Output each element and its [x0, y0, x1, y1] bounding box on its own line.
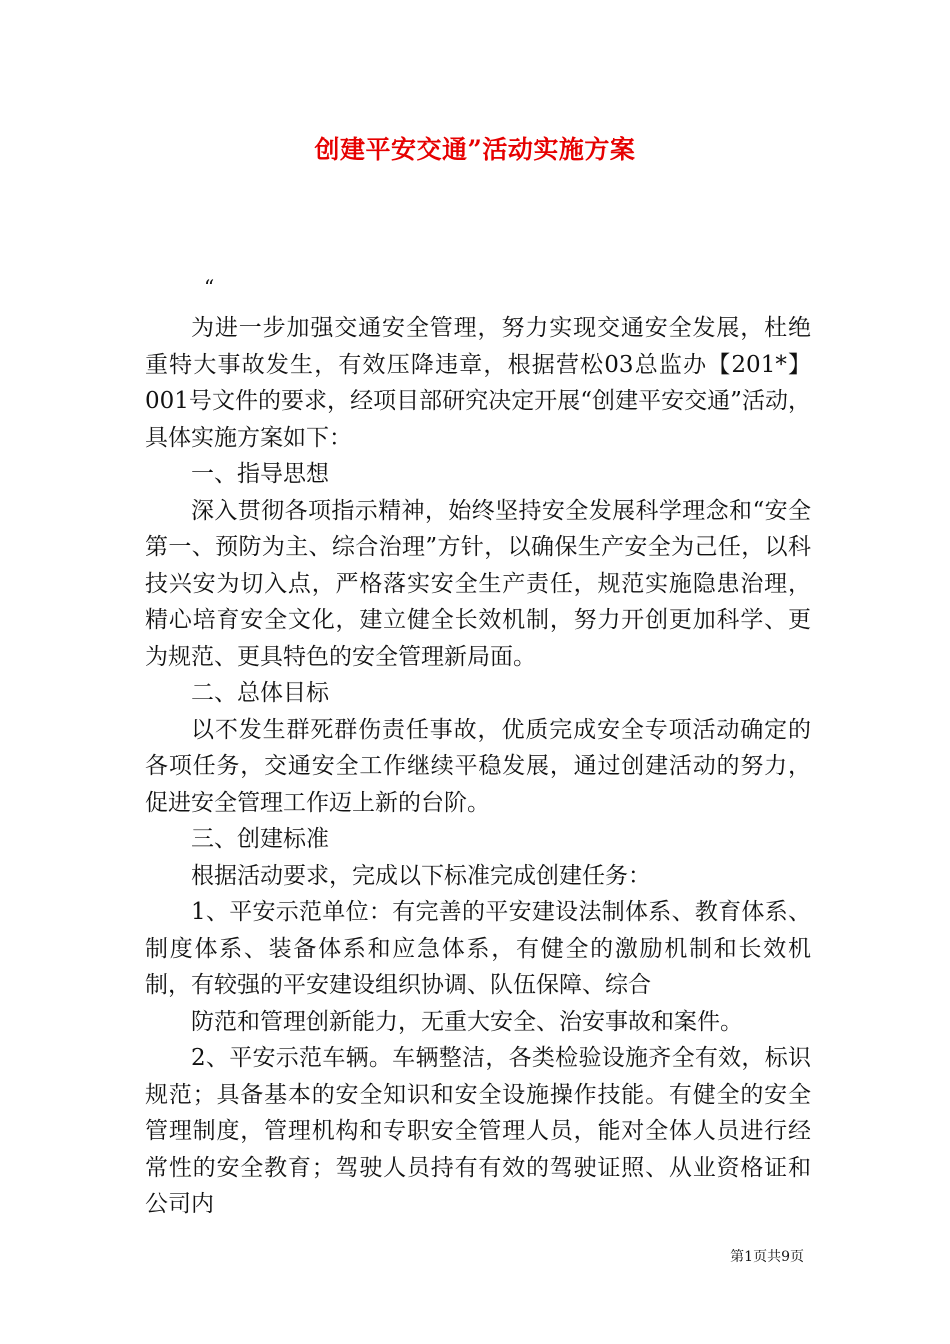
paragraph-standard-vehicle: 2、平安示范车辆。车辆整洁，各类检验设施齐全有效，标识规范；具备基本的安全知识和安全设施操作技能。有健全的安全管理制度，管理机构和专职安全管理人员，能对全体人员进行经常性的安全教育；驾驶人员持有有效的驾驶证照、从业资格证和公司内 — [145, 1045, 811, 1217]
document-body — [145, 310, 811, 1223]
paragraph-standard-unit: 1、平安示范单位：有完善的平安建设法制体系、教育体系、制度体系、装备体系和应急体系，有健全的激励机制和长效机制，有较强的平安建设组织协调、队伍保障、综合 — [145, 899, 811, 998]
document-title: 创建平安交通”活动实施方案 — [314, 135, 636, 164]
opening-quote-mark: “ — [204, 275, 215, 299]
paragraph-intro: 为进一步加强交通安全管理，努力实现交通安全发展，杜绝重特大事故发生，有效压降违章，根据营松03总监办【201*】001号文件的要求，经项目部研究决定开展“创建平安交通”活动，具体实施方案如下： — [145, 315, 811, 451]
section-heading-overall-goal: 二、总体目标 — [191, 680, 329, 706]
section-heading-standards: 三、创建标准 — [191, 826, 329, 852]
section-heading-guiding-thought: 一、指导思想 — [191, 461, 329, 487]
paragraph-overall-goal: 以不发生群死群伤责任事故，优质完成安全专项活动确定的各项任务，交通安全工作继续平稳发展，通过创建活动的努力，促进安全管理工作迈上新的台阶。 — [145, 716, 811, 816]
paragraph-guiding-thought: 深入贯彻各项指示精神，始终坚持安全发展科学理念和“安全第一、预防为主、综合治理”方针，以确保生产安全为己任，以科技兴安为切入点，严格落实安全生产责任，规范实施隐患治理，精心培育安全文化，建立健全长效机制，努力开创更加科学、更为规范、更具特色的安全管理新局面。 — [145, 497, 811, 670]
page-number-footer: 第1页共9页 — [730, 1249, 804, 1265]
paragraph-standard-unit-cont: 防范和管理创新能力，无重大安全、治安事故和案件。 — [191, 1008, 743, 1035]
paragraph-standards-intro: 根据活动要求，完成以下标准完成创建任务： — [191, 862, 651, 889]
